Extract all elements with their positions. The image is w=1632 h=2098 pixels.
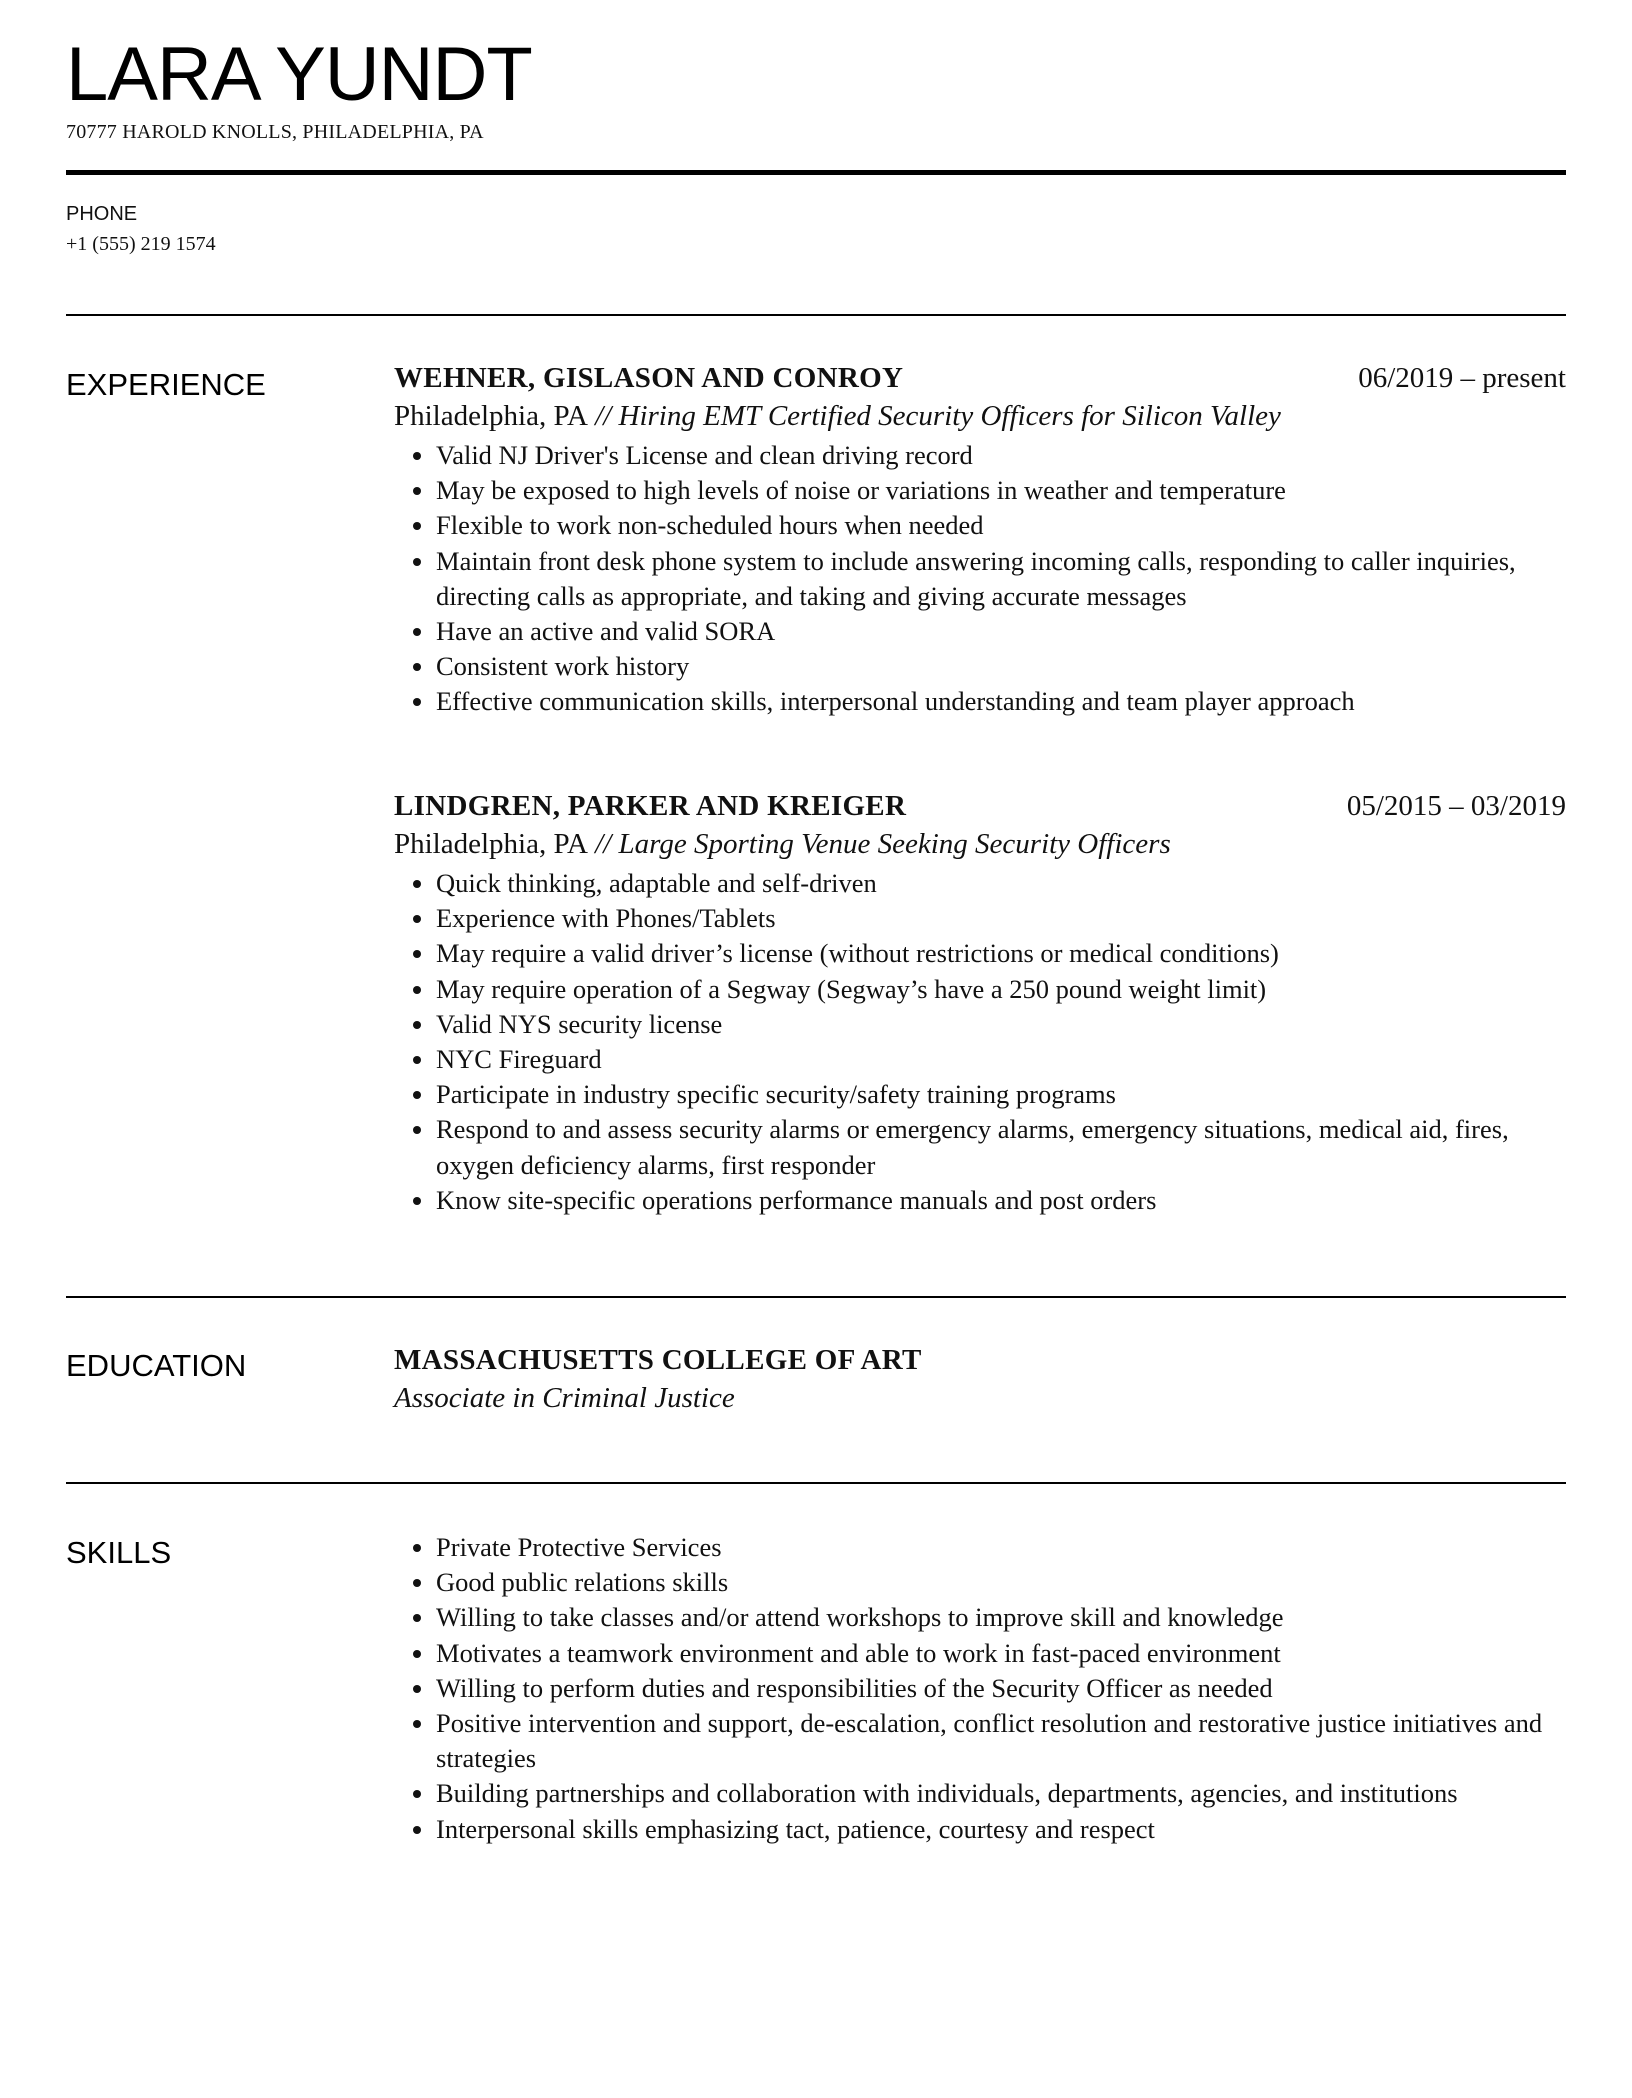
divider-experience: [66, 1296, 1566, 1298]
education-entry: [394, 1342, 1566, 1418]
experience-job-1: [394, 360, 1566, 720]
job-bullets: [394, 438, 1566, 720]
job-subtitle: [394, 824, 1566, 864]
job-separator: //: [587, 400, 619, 432]
job-role: Hiring EMT Certified Security Officers for Silicon Valley: [618, 400, 1281, 432]
job-role: Large Sporting Venue Seeking Security Officers: [618, 828, 1171, 860]
list-item: • Motivates a teamwork environment and able to work in fast-paced environment: [436, 1636, 1566, 1671]
experience-heading: EXPERIENCE: [66, 367, 266, 402]
job-dates: 06/2019 – present: [1358, 362, 1566, 394]
list-item: • Good public relations skills: [436, 1565, 1566, 1600]
phone-value: +1 (555) 219 1574: [66, 233, 216, 255]
list-item: • Valid NYS security license: [436, 1007, 1566, 1042]
job-header: [394, 788, 1566, 824]
list-item: • Interpersonal skills emphasizing tact, patience, courtesy and respect: [436, 1812, 1566, 1847]
list-item: • Have an active and valid SORA: [436, 614, 1566, 649]
job-dates: 05/2015 – 03/2019: [1346, 790, 1566, 822]
job-bullets: [394, 866, 1566, 1218]
degree-name: Associate in Criminal Justice: [394, 1382, 735, 1414]
list-item: • Participate in industry specific security/safety training programs: [436, 1077, 1566, 1112]
skills-heading: SKILLS: [66, 1535, 172, 1570]
candidate-name: LARA YUNDT: [66, 32, 532, 117]
list-item: • Willing to perform duties and responsibilities of the Security Officer as needed: [436, 1671, 1566, 1706]
list-item: • May be exposed to high levels of noise or variations in weather and temperature: [436, 473, 1566, 508]
experience-job-2: [394, 788, 1566, 1218]
skills-entry: [394, 1530, 1566, 1847]
skills-list: [394, 1530, 1566, 1847]
list-item: • Respond to and assess security alarms or emergency alarms, emergency situations, medical aid, fires, oxygen deficiency alarms, first responder: [436, 1112, 1566, 1182]
job-subtitle: [394, 396, 1566, 436]
list-item: • Effective communication skills, interpersonal understanding and team player approach: [436, 684, 1566, 719]
list-item: • Maintain front desk phone system to include answering incoming calls, responding to caller inquiries, directing calls as appropriate, and taking and giving accurate messages: [436, 544, 1566, 614]
job-location: Philadelphia, PA: [394, 828, 588, 860]
divider-contact: [66, 314, 1566, 316]
divider-education: [66, 1482, 1566, 1484]
candidate-address: 70777 HAROLD KNOLLS, PHILADELPHIA, PA: [66, 121, 484, 143]
education-heading: EDUCATION: [66, 1348, 247, 1383]
list-item: • Willing to take classes and/or attend workshops to improve skill and knowledge: [436, 1600, 1566, 1635]
job-separator: //: [587, 828, 619, 860]
list-item: • NYC Fireguard: [436, 1042, 1566, 1077]
list-item: • Consistent work history: [436, 649, 1566, 684]
list-item: • Valid NJ Driver's License and clean driving record: [436, 438, 1566, 473]
job-company: LINDGREN, PARKER AND KREIGER: [394, 790, 907, 822]
list-item: • May require operation of a Segway (Segway’s have a 250 pound weight limit): [436, 972, 1566, 1007]
list-item: • Private Protective Services: [436, 1530, 1566, 1565]
header-divider: [66, 170, 1566, 175]
list-item: • Know site-specific operations performance manuals and post orders: [436, 1183, 1566, 1218]
list-item: • Positive intervention and support, de-escalation, conflict resolution and restorative justice initiatives and strategies: [436, 1706, 1566, 1776]
job-company: WEHNER, GISLASON AND CONROY: [394, 362, 904, 394]
phone-label: PHONE: [66, 203, 138, 225]
list-item: • Flexible to work non-scheduled hours when needed: [436, 508, 1566, 543]
job-location: Philadelphia, PA: [394, 400, 588, 432]
list-item: • Experience with Phones/Tablets: [436, 901, 1566, 936]
resume-page: [66, 30, 1566, 1844]
list-item: • Quick thinking, adaptable and self-driven: [436, 866, 1566, 901]
school-name: MASSACHUSETTS COLLEGE OF ART: [394, 1344, 922, 1376]
list-item: • May require a valid driver’s license (without restrictions or medical conditions): [436, 936, 1566, 971]
list-item: • Building partnerships and collaboration with individuals, departments, agencies, and institutions: [436, 1776, 1566, 1811]
job-header: [394, 360, 1566, 396]
